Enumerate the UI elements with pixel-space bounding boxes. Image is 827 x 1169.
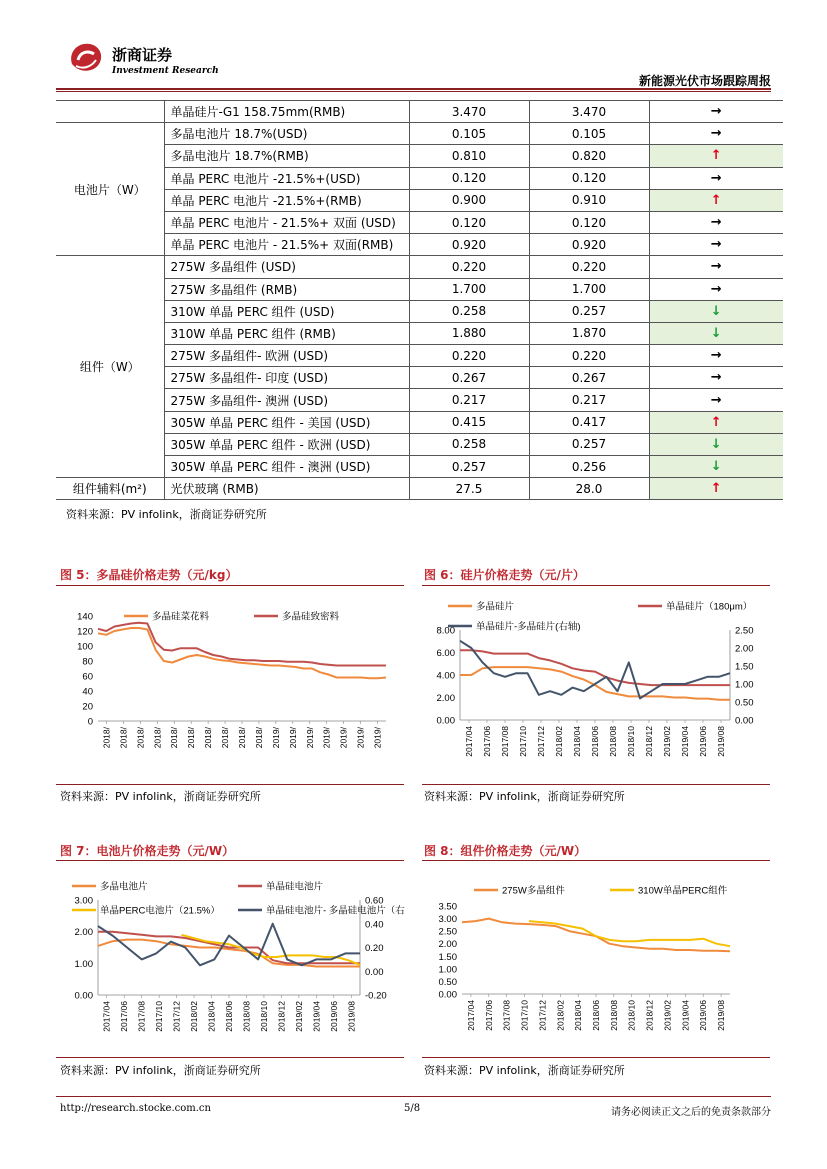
y2-tick-label: -0.20 xyxy=(365,990,387,1002)
item-name-cell: 310W 单晶 PERC 组件 (RMB) xyxy=(164,322,409,344)
prev-price-cell: 0.220 xyxy=(409,256,529,278)
x-tick-label: 2018/02 xyxy=(189,1001,200,1032)
curr-price-cell: 0.120 xyxy=(529,167,649,189)
x-tick-label: 2019/ xyxy=(321,727,332,749)
category-cell: 组件辅料(m²) xyxy=(56,478,164,500)
y-tick-label: 0.00 xyxy=(438,989,457,1001)
x-tick-label: 2018/04 xyxy=(573,1000,584,1031)
x-tick-label: 2017/06 xyxy=(482,726,492,757)
trend-arrow-cell: → xyxy=(649,234,783,256)
curr-price-cell: 3.470 xyxy=(529,101,649,123)
x-tick-label: 2019/02 xyxy=(662,726,672,757)
trend-arrow-cell: ↓ xyxy=(649,456,783,478)
trend-arrow-cell: → xyxy=(649,256,783,278)
y-tick-label: 80 xyxy=(82,656,93,668)
curr-price-cell: 0.820 xyxy=(529,145,649,167)
y-tick-label: 2.00 xyxy=(436,693,455,704)
curr-price-cell: 0.105 xyxy=(529,123,649,145)
x-tick-label: 2018/ xyxy=(220,727,231,749)
x-tick-label: 2019/ xyxy=(338,727,349,749)
legend-label: 单晶硅片（180μm） xyxy=(666,601,753,613)
series-line xyxy=(529,921,730,946)
table-source: 资料来源：PV infolink，浙商证券研究所 xyxy=(66,508,267,521)
category-cell: 组件（W） xyxy=(56,256,164,478)
table-row xyxy=(56,211,783,233)
report-title: 新能源光伏市场跟踪周报 xyxy=(638,74,771,88)
item-name-cell: 单晶硅片-G1 158.75mm(RMB) xyxy=(164,101,409,123)
x-tick-label: 2018/12 xyxy=(276,1001,287,1032)
trend-arrow-cell: → xyxy=(649,167,783,189)
x-tick-label: 2018/08 xyxy=(241,1001,252,1032)
y-tick-label: 140 xyxy=(77,611,93,623)
x-tick-label: 2017/04 xyxy=(465,1000,476,1031)
x-tick-label: 2017/06 xyxy=(119,1001,130,1032)
curr-price-cell: 0.217 xyxy=(529,389,649,411)
table-row xyxy=(56,389,783,411)
fig7-source: 资料来源：PV infolink，浙商证券研究所 xyxy=(60,1064,261,1077)
table-row xyxy=(56,189,783,211)
prev-price-cell: 0.810 xyxy=(409,145,529,167)
y2-tick-label: 1.00 xyxy=(735,679,754,691)
fig5-chart xyxy=(56,592,404,782)
y2-tick-label: 0.50 xyxy=(735,697,754,709)
y2-tick-label: 2.50 xyxy=(735,625,754,637)
x-tick-label: 2017/08 xyxy=(501,1000,512,1031)
trend-arrow-cell: → xyxy=(649,367,783,389)
prev-price-cell: 0.415 xyxy=(409,411,529,433)
item-name-cell: 单晶 PERC 电池片 -21.5%+(USD) xyxy=(164,167,409,189)
x-tick-label: 2017/08 xyxy=(136,1001,147,1032)
x-tick-label: 2019/ xyxy=(270,727,281,749)
legend-label: 单晶PERC电池片（21.5%） xyxy=(100,905,220,917)
footer-url[interactable]: http://research.stocke.com.cn xyxy=(60,1103,211,1114)
trend-arrow-cell: → xyxy=(649,123,783,145)
fig7-title: 图 7：电池片价格走势（元/W） xyxy=(60,844,235,858)
x-tick-label: 2017/12 xyxy=(171,1001,182,1032)
category-cell xyxy=(56,101,164,123)
x-tick-label: 2017/04 xyxy=(101,1001,112,1032)
table-row xyxy=(56,478,783,500)
y-tick-label: 0 xyxy=(87,716,93,728)
header-divider-thin xyxy=(56,91,771,92)
series-line xyxy=(181,935,360,965)
item-name-cell: 275W 多晶组件 (RMB) xyxy=(164,278,409,300)
table-row xyxy=(56,300,783,322)
curr-price-cell: 0.920 xyxy=(529,234,649,256)
legend-label: 单晶硅电池片 xyxy=(266,881,324,893)
prev-price-cell: 0.120 xyxy=(409,211,529,233)
trend-arrow-cell: ↑ xyxy=(649,478,783,500)
prev-price-cell: 0.920 xyxy=(409,234,529,256)
curr-price-cell: 0.220 xyxy=(529,256,649,278)
curr-price-cell: 0.417 xyxy=(529,411,649,433)
x-tick-label: 2017/04 xyxy=(464,726,474,757)
x-tick-label: 2018/10 xyxy=(626,726,636,757)
y2-tick-label: 1.50 xyxy=(735,661,754,673)
prev-price-cell: 0.220 xyxy=(409,345,529,367)
table-row xyxy=(56,456,783,478)
x-tick-label: 2017/10 xyxy=(154,1001,165,1032)
x-tick-label: 2017/08 xyxy=(500,726,510,757)
curr-price-cell: 0.910 xyxy=(529,189,649,211)
y-tick-label: 3.00 xyxy=(438,914,457,926)
x-tick-label: 2018/06 xyxy=(224,1001,234,1032)
company-logo-icon xyxy=(66,40,106,76)
x-tick-label: 2018/ xyxy=(203,727,214,749)
legend-label: 多晶硅菜花料 xyxy=(152,611,210,623)
prev-price-cell: 0.257 xyxy=(409,456,529,478)
x-tick-label: 2018/ xyxy=(186,727,197,749)
legend-label: 310W单晶PERC组件 xyxy=(638,885,728,897)
curr-price-cell: 0.257 xyxy=(529,433,649,455)
x-tick-label: 2018/ xyxy=(152,727,163,749)
table-row xyxy=(56,278,783,300)
item-name-cell: 275W 多晶组件- 印度 (USD) xyxy=(164,367,409,389)
fig7-title-rule xyxy=(56,860,404,861)
y-tick-label: 120 xyxy=(77,626,93,638)
trend-arrow-cell: ↑ xyxy=(649,411,783,433)
x-tick-label: 2017/10 xyxy=(519,1000,530,1031)
prev-price-cell: 0.900 xyxy=(409,189,529,211)
table-row xyxy=(56,345,783,367)
table-row xyxy=(56,367,783,389)
item-name-cell: 275W 多晶组件- 澳洲 (USD) xyxy=(164,389,409,411)
y-tick-label: 20 xyxy=(82,701,93,713)
fig5-title: 图 5：多晶硅价格走势（元/kg） xyxy=(60,568,238,582)
prev-price-cell: 1.700 xyxy=(409,278,529,300)
item-name-cell: 310W 单晶 PERC 组件 (USD) xyxy=(164,300,409,322)
y-tick-label: 4.00 xyxy=(436,670,455,682)
curr-price-cell: 0.256 xyxy=(529,456,649,478)
fig5-bottom-rule xyxy=(56,784,404,785)
prev-price-cell: 0.258 xyxy=(409,433,529,455)
fig6-bottom-rule xyxy=(422,784,770,785)
x-tick-label: 2019/ xyxy=(372,727,383,749)
legend-label: 多晶电池片 xyxy=(100,881,148,893)
y-tick-label: 3.00 xyxy=(74,895,93,907)
fig8-chart xyxy=(422,866,770,1056)
curr-price-cell: 1.870 xyxy=(529,322,649,344)
page-number: 5/8 xyxy=(404,1103,421,1114)
y2-tick-label: 0.00 xyxy=(365,966,384,978)
item-name-cell: 275W 多晶组件- 欧洲 (USD) xyxy=(164,345,409,367)
trend-arrow-cell: → xyxy=(649,278,783,300)
x-tick-label: 2018/08 xyxy=(608,726,618,757)
item-name-cell: 多晶电池片 18.7%(RMB) xyxy=(164,145,409,167)
y2-tick-label: 0.60 xyxy=(365,895,384,907)
fig7-chart xyxy=(56,866,404,1056)
x-tick-label: 2019/04 xyxy=(680,726,690,757)
table-row xyxy=(56,433,783,455)
y-tick-label: 40 xyxy=(82,686,93,698)
x-tick-label: 2018/10 xyxy=(626,1000,637,1031)
x-tick-label: 2018/06 xyxy=(590,726,600,757)
y-tick-label: 1.50 xyxy=(438,951,457,963)
y-tick-label: 0.50 xyxy=(438,976,457,988)
item-name-cell: 305W 单晶 PERC 组件 - 欧洲 (USD) xyxy=(164,433,409,455)
y2-tick-label: 0.00 xyxy=(735,715,754,727)
y-tick-label: 100 xyxy=(77,641,93,653)
item-name-cell: 光伏玻璃 (RMB) xyxy=(164,478,409,500)
x-tick-label: 2017/12 xyxy=(537,1000,548,1031)
item-name-cell: 多晶电池片 18.7%(USD) xyxy=(164,123,409,145)
item-name-cell: 单晶 PERC 电池片 -21.5%+(RMB) xyxy=(164,189,409,211)
fig8-source: 资料来源：PV infolink，浙商证券研究所 xyxy=(424,1064,625,1077)
y2-tick-label: 2.00 xyxy=(735,643,754,655)
prev-price-cell: 3.470 xyxy=(409,101,529,123)
company-name-en: Investment Research xyxy=(112,66,219,76)
x-tick-label: 2018/12 xyxy=(644,1000,655,1031)
legend-label: 多晶硅片 xyxy=(476,601,515,613)
trend-arrow-cell: ↓ xyxy=(649,300,783,322)
footer-disclaimer: 请务必阅读正文之后的免责条款部分 xyxy=(611,1107,771,1118)
prev-price-cell: 0.258 xyxy=(409,300,529,322)
x-tick-label: 2019/04 xyxy=(311,1001,322,1032)
y-tick-label: 0.00 xyxy=(74,990,93,1002)
fig7-bottom-rule xyxy=(56,1057,404,1058)
x-tick-label: 2019/08 xyxy=(716,1000,727,1031)
y-tick-label: 6.00 xyxy=(436,648,455,659)
prev-price-cell: 0.120 xyxy=(409,167,529,189)
item-name-cell: 305W 单晶 PERC 组件 - 美国 (USD) xyxy=(164,411,409,433)
legend-label: 多晶硅致密料 xyxy=(282,611,340,623)
x-tick-label: 2018/02 xyxy=(554,726,564,757)
fig6-title-rule xyxy=(422,585,770,586)
prev-price-cell: 0.217 xyxy=(409,389,529,411)
x-tick-label: 2019/ xyxy=(355,727,366,749)
x-tick-label: 2019/04 xyxy=(680,1000,691,1031)
x-tick-label: 2017/12 xyxy=(536,726,546,757)
x-tick-label: 2018/08 xyxy=(608,1000,619,1031)
x-tick-label: 2018/ xyxy=(118,727,129,749)
table-row xyxy=(56,322,783,344)
x-tick-label: 2019/06 xyxy=(328,1001,339,1032)
item-name-cell: 305W 单晶 PERC 组件 - 澳洲 (USD) xyxy=(164,456,409,478)
curr-price-cell: 0.267 xyxy=(529,367,649,389)
y-tick-label: 8.00 xyxy=(436,625,455,637)
item-name-cell: 275W 多晶组件 (USD) xyxy=(164,256,409,278)
x-tick-label: 2017/06 xyxy=(483,1000,494,1031)
table-row xyxy=(56,145,783,167)
y-tick-label: 1.00 xyxy=(438,964,457,976)
y-tick-label: 3.50 xyxy=(438,901,457,913)
x-tick-label: 2018/12 xyxy=(644,726,654,757)
trend-arrow-cell: → xyxy=(649,211,783,233)
x-tick-label: 2019/02 xyxy=(293,1001,304,1032)
trend-arrow-cell: ↓ xyxy=(649,322,783,344)
fig5-title-rule xyxy=(56,585,404,586)
prev-price-cell: 0.105 xyxy=(409,123,529,145)
trend-arrow-cell: ↓ xyxy=(649,433,783,455)
header-divider xyxy=(56,88,771,90)
y-tick-label: 2.50 xyxy=(438,926,457,938)
x-tick-label: 2017/10 xyxy=(518,726,528,757)
y-tick-label: 1.00 xyxy=(74,958,93,970)
trend-arrow-cell: ↑ xyxy=(649,189,783,211)
prev-price-cell: 1.880 xyxy=(409,322,529,344)
legend-label: 单晶硅片-多晶硅片(右轴) xyxy=(476,621,581,633)
trend-arrow-cell: → xyxy=(649,101,783,123)
trend-arrow-cell: → xyxy=(649,389,783,411)
x-tick-label: 2018/10 xyxy=(258,1001,269,1032)
category-cell: 电池片（W） xyxy=(56,123,164,256)
x-tick-label: 2019/02 xyxy=(662,1000,673,1031)
x-tick-label: 2018/06 xyxy=(591,1000,601,1031)
y-tick-label: 2.00 xyxy=(74,927,93,939)
table-row xyxy=(56,411,783,433)
x-tick-label: 2018/04 xyxy=(572,726,582,757)
y2-tick-label: 0.40 xyxy=(365,919,384,931)
legend-label: 275W多晶组件 xyxy=(502,885,565,897)
x-tick-label: 2019/ xyxy=(287,727,298,749)
curr-price-cell: 0.257 xyxy=(529,300,649,322)
table-row xyxy=(56,123,783,145)
legend-label: 单晶硅电池片- 多晶硅电池片（右 xyxy=(266,905,405,917)
prev-price-cell: 0.267 xyxy=(409,367,529,389)
x-tick-label: 2019/08 xyxy=(716,726,726,757)
curr-price-cell: 0.120 xyxy=(529,211,649,233)
y-tick-label: 0.00 xyxy=(436,715,455,727)
x-tick-label: 2018/ xyxy=(237,727,247,749)
x-tick-label: 2019/06 xyxy=(698,1000,709,1031)
table-row xyxy=(56,167,783,189)
item-name-cell: 单晶 PERC 电池片 - 21.5%+ 双面 (USD) xyxy=(164,211,409,233)
x-tick-label: 2019/06 xyxy=(698,726,708,757)
x-tick-label: 2018/02 xyxy=(555,1000,566,1031)
trend-arrow-cell: → xyxy=(649,345,783,367)
series-line xyxy=(98,628,386,678)
y-tick-label: 60 xyxy=(82,671,93,683)
fig6-title: 图 6：硅片价格走势（元/片） xyxy=(424,568,585,582)
series-line xyxy=(462,919,730,952)
fig8-title-rule xyxy=(422,860,770,861)
table-row xyxy=(56,256,783,278)
y2-tick-label: 0.20 xyxy=(365,943,384,954)
fig5-source: 资料来源：PV infolink，浙商证券研究所 xyxy=(60,790,261,803)
curr-price-cell: 0.220 xyxy=(529,345,649,367)
x-tick-label: 2018/ xyxy=(101,727,112,749)
y-tick-label: 2.00 xyxy=(438,939,457,951)
footer-divider xyxy=(56,1096,771,1097)
fig6-chart xyxy=(422,592,770,782)
curr-price-cell: 28.0 xyxy=(529,478,649,500)
fig6-source: 资料来源：PV infolink，浙商证券研究所 xyxy=(424,790,625,803)
x-tick-label: 2018/ xyxy=(169,727,180,749)
trend-arrow-cell: ↑ xyxy=(649,145,783,167)
prev-price-cell: 27.5 xyxy=(409,478,529,500)
series-line xyxy=(460,641,730,699)
fig8-bottom-rule xyxy=(422,1057,770,1058)
table-row xyxy=(56,234,783,256)
table-row xyxy=(56,101,783,123)
company-name: 浙商证券 xyxy=(112,46,173,64)
x-tick-label: 2018/04 xyxy=(206,1001,217,1032)
x-tick-label: 2018/ xyxy=(135,727,146,749)
x-tick-label: 2019/ xyxy=(304,727,315,749)
x-tick-label: 2019/08 xyxy=(346,1001,357,1032)
curr-price-cell: 1.700 xyxy=(529,278,649,300)
x-tick-label: 2018/ xyxy=(253,727,264,749)
price-table xyxy=(56,100,783,500)
fig8-title: 图 8：组件价格走势（元/W） xyxy=(424,844,587,858)
item-name-cell: 单晶 PERC 电池片 - 21.5%+ 双面(RMB) xyxy=(164,234,409,256)
